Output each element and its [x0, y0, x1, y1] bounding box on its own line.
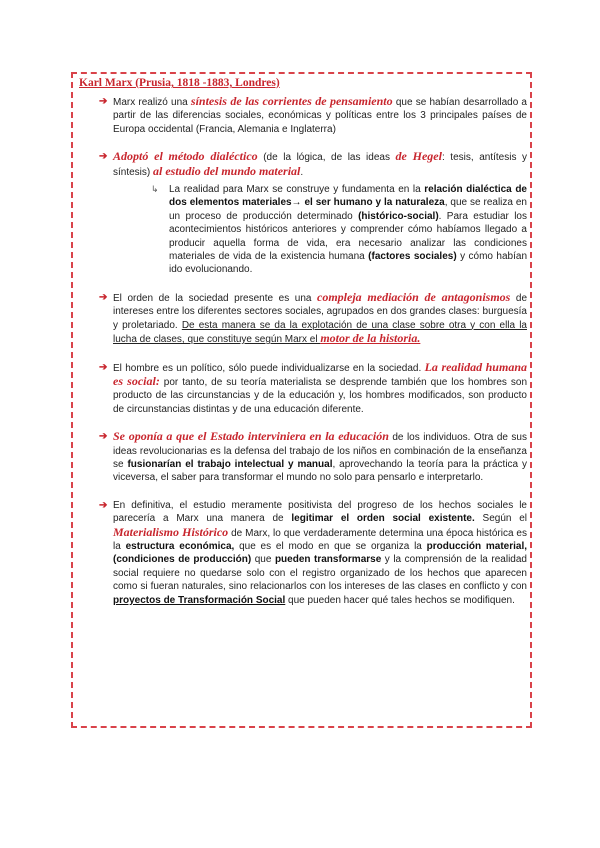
highlight-text: síntesis de las corrientes de pensamiento [190, 94, 393, 108]
text: . Para estudiar los acontecimientos históricos anteriores y comprender cómo habíamos llegado a producir aquella forma de vida, era necesario analizar las condiciones materiales de vida de la existencia humana [169, 210, 527, 263]
bold-text: relación dialéctica de dos elementos materiales→ el ser humano y la naturaleza [169, 184, 527, 209]
bold-text: pueden transformarse [274, 554, 382, 566]
paragraph-5 [79, 430, 527, 485]
bold-text: (histórico-social) [358, 210, 439, 222]
arrow-right-icon: ➔ [99, 291, 108, 303]
text: El hombre es un político, sólo puede individualizarse en la sociedad. [113, 362, 425, 374]
text: Marx realizó una [113, 97, 191, 108]
text: : tesis, antítesis y síntesis) [113, 152, 528, 178]
paragraph-3 [79, 291, 527, 347]
highlight-text: La realidad humana es social: [113, 359, 527, 388]
page-title: Karl Marx (Prusia, 1818 -1883, Londres) [79, 77, 280, 89]
bold-text: legitimar el orden social existente. [291, 513, 475, 525]
text: de los individuos. Otra de sus ideas revolucionarias es la defensa del trabajo de los niños en combinación de la enseñanza se [113, 432, 527, 470]
text: que se habían desarrollado a partir de las diferencias sociales, económicas y políticas entre los 3 principales países de Europa occidental (Francia, Alemania e Inglaterra) [113, 97, 527, 135]
underlined-text: De esta manera se da la explotación de una clase sobre otra y con ella la lucha de clases, que constituye según Marx el [113, 319, 527, 346]
text: y la comprensión de la realidad social requiere no quedarse solo con el registro organizado de los hechos que aparecen como si fueran naturales, sino relacionarlos con los intereses de las clases en conflicto y con [113, 554, 527, 593]
arrow-right-icon: ➔ [99, 361, 108, 373]
highlight-text: Adoptó el método dialéctico [113, 149, 258, 164]
text: por tanto, de su teoría materialista se desprende también que los hombres son producto de las circunstancias y de la educación y, los hombres modificados, son producto de circunstancias distintas y de una educación diferente. [113, 376, 528, 415]
text: , aprovechando la teoría para la práctica y viceversa, el saber para transformar el mundo no solo para pensarlo e interpretarlo. [113, 458, 528, 484]
paragraph-2 [79, 150, 527, 277]
highlight-text: de Hegel [395, 149, 442, 164]
text: El orden de la sociedad presente es una [113, 292, 317, 304]
text: de Marx, lo que verdaderamente determina una época histórica es la [113, 527, 527, 552]
paragraph-1 [79, 95, 527, 136]
highlight-text: Se oponía a que el Estado interviniera en la educación [113, 429, 389, 444]
bold-text: (factores sociales) [368, 251, 457, 263]
sub-paragraph [149, 183, 527, 277]
text: que es el modo en que se organiza la [234, 540, 427, 552]
text: de intereses entre los diferentes sectores sociales, agrupados en dos grandes clases: burguesía y proletariado. [113, 292, 528, 331]
text: y cómo habían ido evolucionando. [169, 251, 528, 276]
highlight-text: al estudio del mundo material [153, 163, 301, 178]
bold-text: producción material, (condiciones de producción) [113, 540, 528, 566]
arrow-right-icon: ➔ [99, 96, 108, 107]
arrow-right-icon: ➔ [99, 431, 108, 443]
bold-text: estructura económica, [125, 540, 235, 552]
text: Según el [474, 513, 527, 525]
paragraph-6 [79, 499, 527, 607]
document-body [79, 77, 527, 621]
text: , que se realiza en un proceso de producción determinado [169, 197, 527, 222]
bold-text: proyectos de Transformación Social [113, 594, 286, 606]
highlight-text: Materialismo Histórico [113, 524, 229, 539]
highlight-text: compleja mediación de antagonismos [317, 289, 511, 304]
arrow-right-icon: ➔ [99, 499, 108, 511]
highlight-text: motor de la historia. [320, 331, 421, 346]
paragraph-4 [79, 361, 527, 417]
text: (de la lógica, de las ideas [257, 152, 396, 164]
text: En definitiva, el estudio meramente positivista del progreso de los hechos sociales le parecería a Marx una manera de [113, 499, 527, 525]
text: . [300, 166, 304, 178]
text: que pueden hacer qué tales hechos se modifiquen. [285, 594, 515, 606]
arrow-right-icon: ➔ [99, 151, 108, 163]
bold-text: fusionarían el trabajo intelectual y manual [127, 458, 333, 470]
text: La realidad para Marx se construye y fundamenta en la [169, 184, 425, 196]
corner-arrow-icon: ↳ [151, 184, 159, 195]
text: que [251, 554, 275, 566]
